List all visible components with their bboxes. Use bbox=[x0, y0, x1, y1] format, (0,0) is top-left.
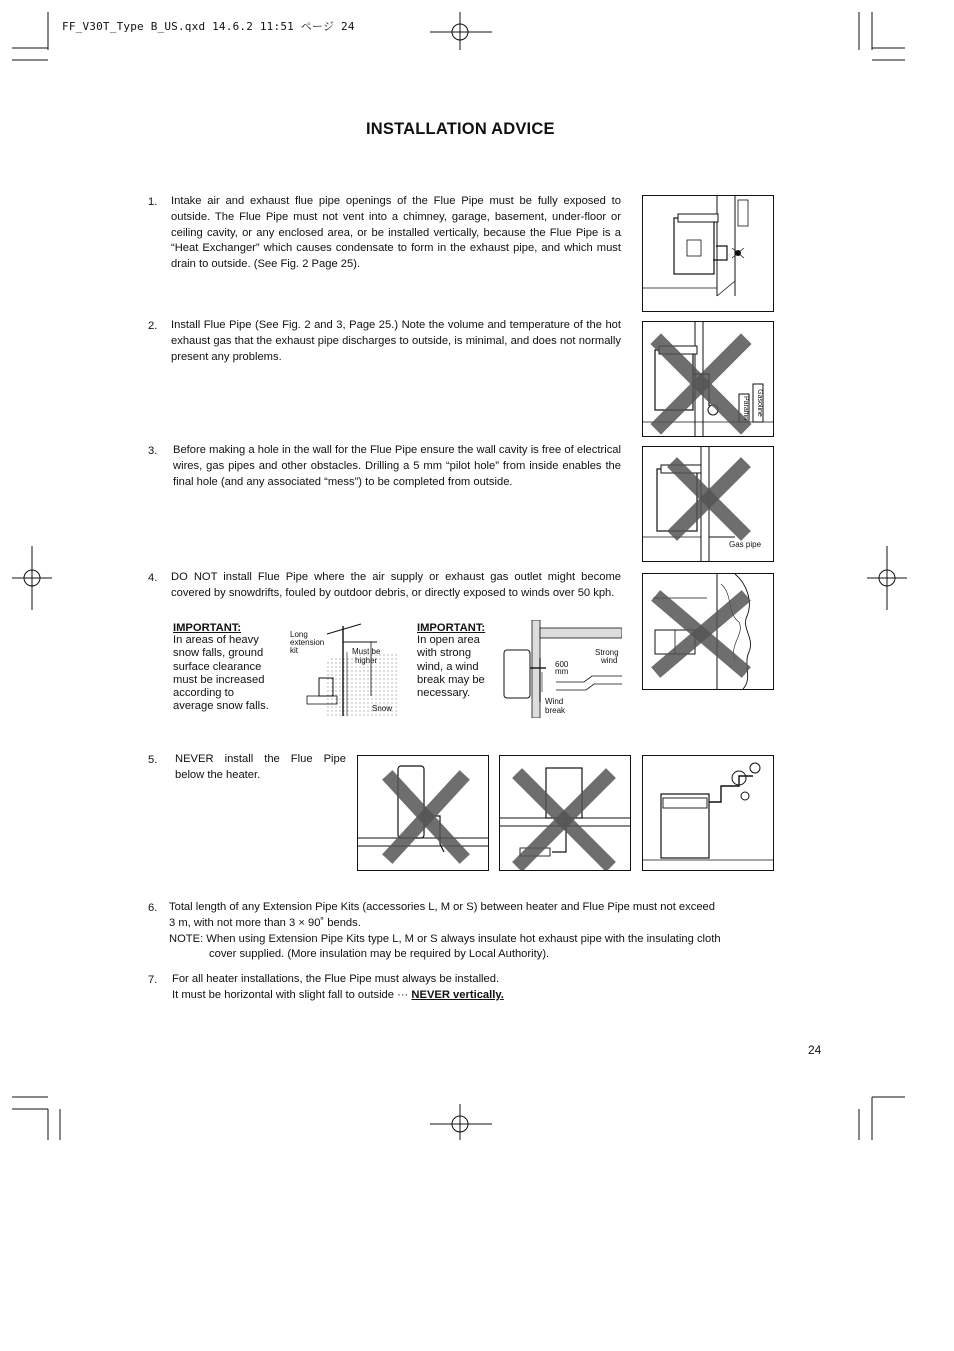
figure-below-heater-1 bbox=[357, 755, 489, 871]
item-number: 7. bbox=[148, 974, 158, 986]
fig-label: Paraffin bbox=[742, 396, 749, 420]
paraffin-can bbox=[743, 394, 753, 422]
important-line: snow falls, ground bbox=[173, 647, 264, 660]
important-line: In open area bbox=[417, 634, 480, 646]
important-line: surface clearance bbox=[173, 660, 262, 673]
snow-clearance-diagram bbox=[287, 622, 399, 718]
item-number: 5. bbox=[148, 754, 158, 766]
figure-fully-exposed bbox=[642, 195, 774, 312]
fig-label: kit bbox=[290, 646, 298, 655]
item-text bbox=[172, 972, 772, 1004]
important-line: wind, a wind bbox=[417, 660, 479, 673]
item-number: 1. bbox=[148, 196, 158, 208]
item-line bbox=[172, 988, 772, 1004]
fig-label: Wind bbox=[545, 697, 564, 706]
page-title: INSTALLATION ADVICE bbox=[366, 120, 555, 138]
fig-label: wind bbox=[601, 656, 618, 665]
fig-label: break bbox=[545, 706, 566, 715]
figure-correct-installation bbox=[642, 755, 774, 871]
important-line: must be increased bbox=[173, 673, 265, 686]
important-heading: IMPORTANT: bbox=[417, 622, 486, 634]
fig-label: Strong bbox=[595, 648, 619, 657]
item-text: Intake air and exhaust flue pipe openings of the Flue Pipe must be fully exposed to outside. The Flue Pipe must not vent into a chimney, garage, basement, under-floor or ceiling cavity, or any enclosed area, or be installed vertically, because the Flue Pipe is a “Heat Exchanger” which causes condensate to form in the exhaust pipe, and which must drain to outside. (See Fig. 2 Page 25). bbox=[171, 195, 621, 271]
item-number: 6. bbox=[148, 902, 158, 914]
item-line: NOTE: When using Extension Pipe Kits type L, M or S always insulate hot exhaust pipe with the insulating cloth bbox=[169, 932, 721, 945]
item-number: 3. bbox=[148, 445, 158, 457]
item-emphasis: NEVER vertically. bbox=[411, 988, 504, 1001]
item-text bbox=[169, 900, 772, 963]
item-text: NEVER install the Flue Pipe below the heater. bbox=[175, 753, 346, 781]
item-line: For all heater installations, the Flue Pipe must always be installed. bbox=[172, 973, 500, 985]
item-number: 2. bbox=[148, 320, 158, 332]
item-text: Install Flue Pipe (See Fig. 2 and 3, Page 25.) Note the volume and temperature of the hot exhaust gas that the exhaust pipe discharges to outside, is minimal, and does not normally present any problems. bbox=[171, 319, 621, 363]
figure-gas-pipe bbox=[642, 446, 774, 562]
important-line: necessary. bbox=[417, 687, 471, 700]
wind-break-diagram bbox=[496, 620, 622, 718]
important-snow-block bbox=[173, 622, 269, 714]
figure-debris bbox=[642, 573, 774, 690]
figure-no-flammables bbox=[642, 321, 774, 437]
important-wind-block bbox=[417, 622, 485, 700]
file-header: FF_V30T_Type B_US.qxd 14.6.2 11:51 ページ 24 bbox=[62, 20, 355, 33]
fig-label: Long bbox=[290, 630, 308, 639]
important-line: break may be bbox=[417, 673, 485, 686]
fig-label: Must be bbox=[352, 647, 381, 656]
item-text: Before making a hole in the wall for the Flue Pipe ensure the wall cavity is free of electrical wires, gas pipes and other obstacles. Drilling a 5 mm “pilot hole” from inside enables the final hole (and any associated “mess”) to be completed from outside. bbox=[173, 444, 621, 488]
figure-below-heater-2 bbox=[499, 755, 631, 871]
item-line: Total length of any Extension Pipe Kits (accessories L, M or S) between heater and Flue Pipe must not exceed bbox=[169, 901, 715, 913]
important-line: In areas of heavy bbox=[173, 634, 259, 646]
fig-label: Gasoline bbox=[755, 389, 763, 417]
important-line: according to bbox=[173, 687, 234, 700]
fig-label: mm bbox=[555, 667, 569, 676]
important-line: with strong bbox=[417, 647, 472, 660]
fig-label: Gas pipe bbox=[729, 540, 762, 549]
item-number: 4. bbox=[148, 572, 158, 584]
item-line: 3 m, with not more than 3 × 90˚ bends. bbox=[169, 916, 361, 929]
page-number: 24 bbox=[808, 1043, 822, 1057]
fig-label: Snow bbox=[372, 704, 393, 713]
fig-label: 600 bbox=[555, 660, 569, 669]
important-line: average snow falls. bbox=[173, 700, 269, 713]
gasoline-can bbox=[757, 384, 767, 422]
important-heading: IMPORTANT: bbox=[173, 622, 242, 634]
item-text: DO NOT install Flue Pipe where the air supply or exhaust gas outlet might become covered by snowdrifts, fouled by outdoor debris, or directly exposed to winds over 50 kph. bbox=[171, 571, 621, 599]
item-line: cover supplied. (More insulation may be required by Local Authority). bbox=[209, 948, 550, 961]
item-line-part: It must be horizontal with slight fall to outside ··· bbox=[172, 988, 409, 1001]
fig-label: extension bbox=[290, 638, 325, 647]
fig-label: higher bbox=[355, 656, 378, 665]
